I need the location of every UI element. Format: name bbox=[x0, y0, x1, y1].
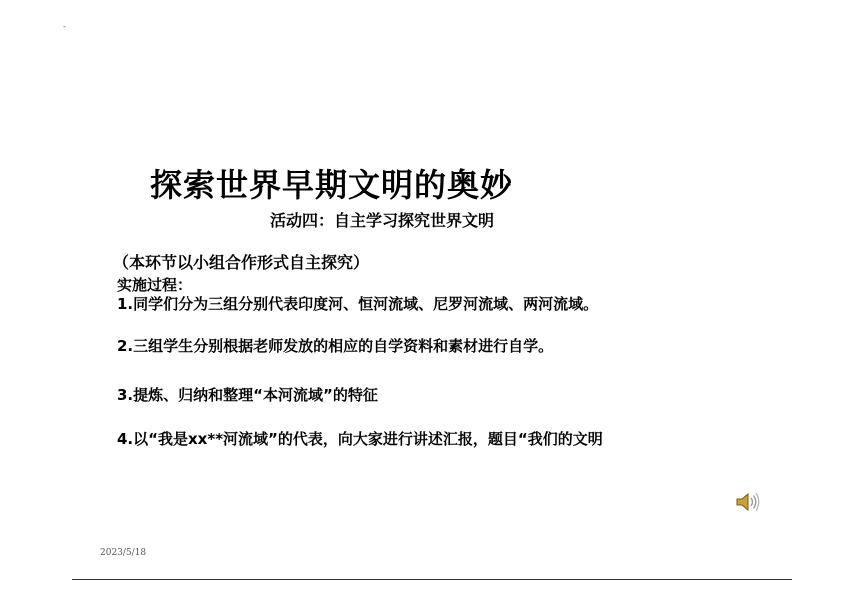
slide-date: 2023/5/18 bbox=[100, 548, 147, 558]
step-item-1: 1.同学们分为三组分别代表印度河、恒河流域、尼罗河流域、两河流域。 bbox=[117, 295, 599, 313]
speaker-icon-graphic bbox=[735, 490, 761, 514]
step-item-2: 2.三组学生分别根据老师发放的相应的自学资料和素材进行自学。 bbox=[117, 337, 554, 355]
speaker-icon[interactable] bbox=[735, 490, 761, 514]
slide-subtitle: 活动四：自主学习探究世界文明 bbox=[270, 211, 495, 230]
corner-mark: - bbox=[63, 22, 66, 31]
activity-note: （本环节以小组合作形式自主探究） bbox=[113, 253, 370, 272]
step-item-3: 3.提炼、归纳和整理“本河流域”的特征 bbox=[117, 386, 378, 404]
step-item-4: 4.以“我是xx**河流域”的代表，向大家进行讲述汇报，题目“我们的文明 bbox=[117, 430, 603, 448]
slide-title: 探索世界早期文明的奥妙 bbox=[150, 166, 514, 204]
footer-divider bbox=[72, 579, 792, 580]
process-label: 实施过程： bbox=[117, 276, 193, 294]
